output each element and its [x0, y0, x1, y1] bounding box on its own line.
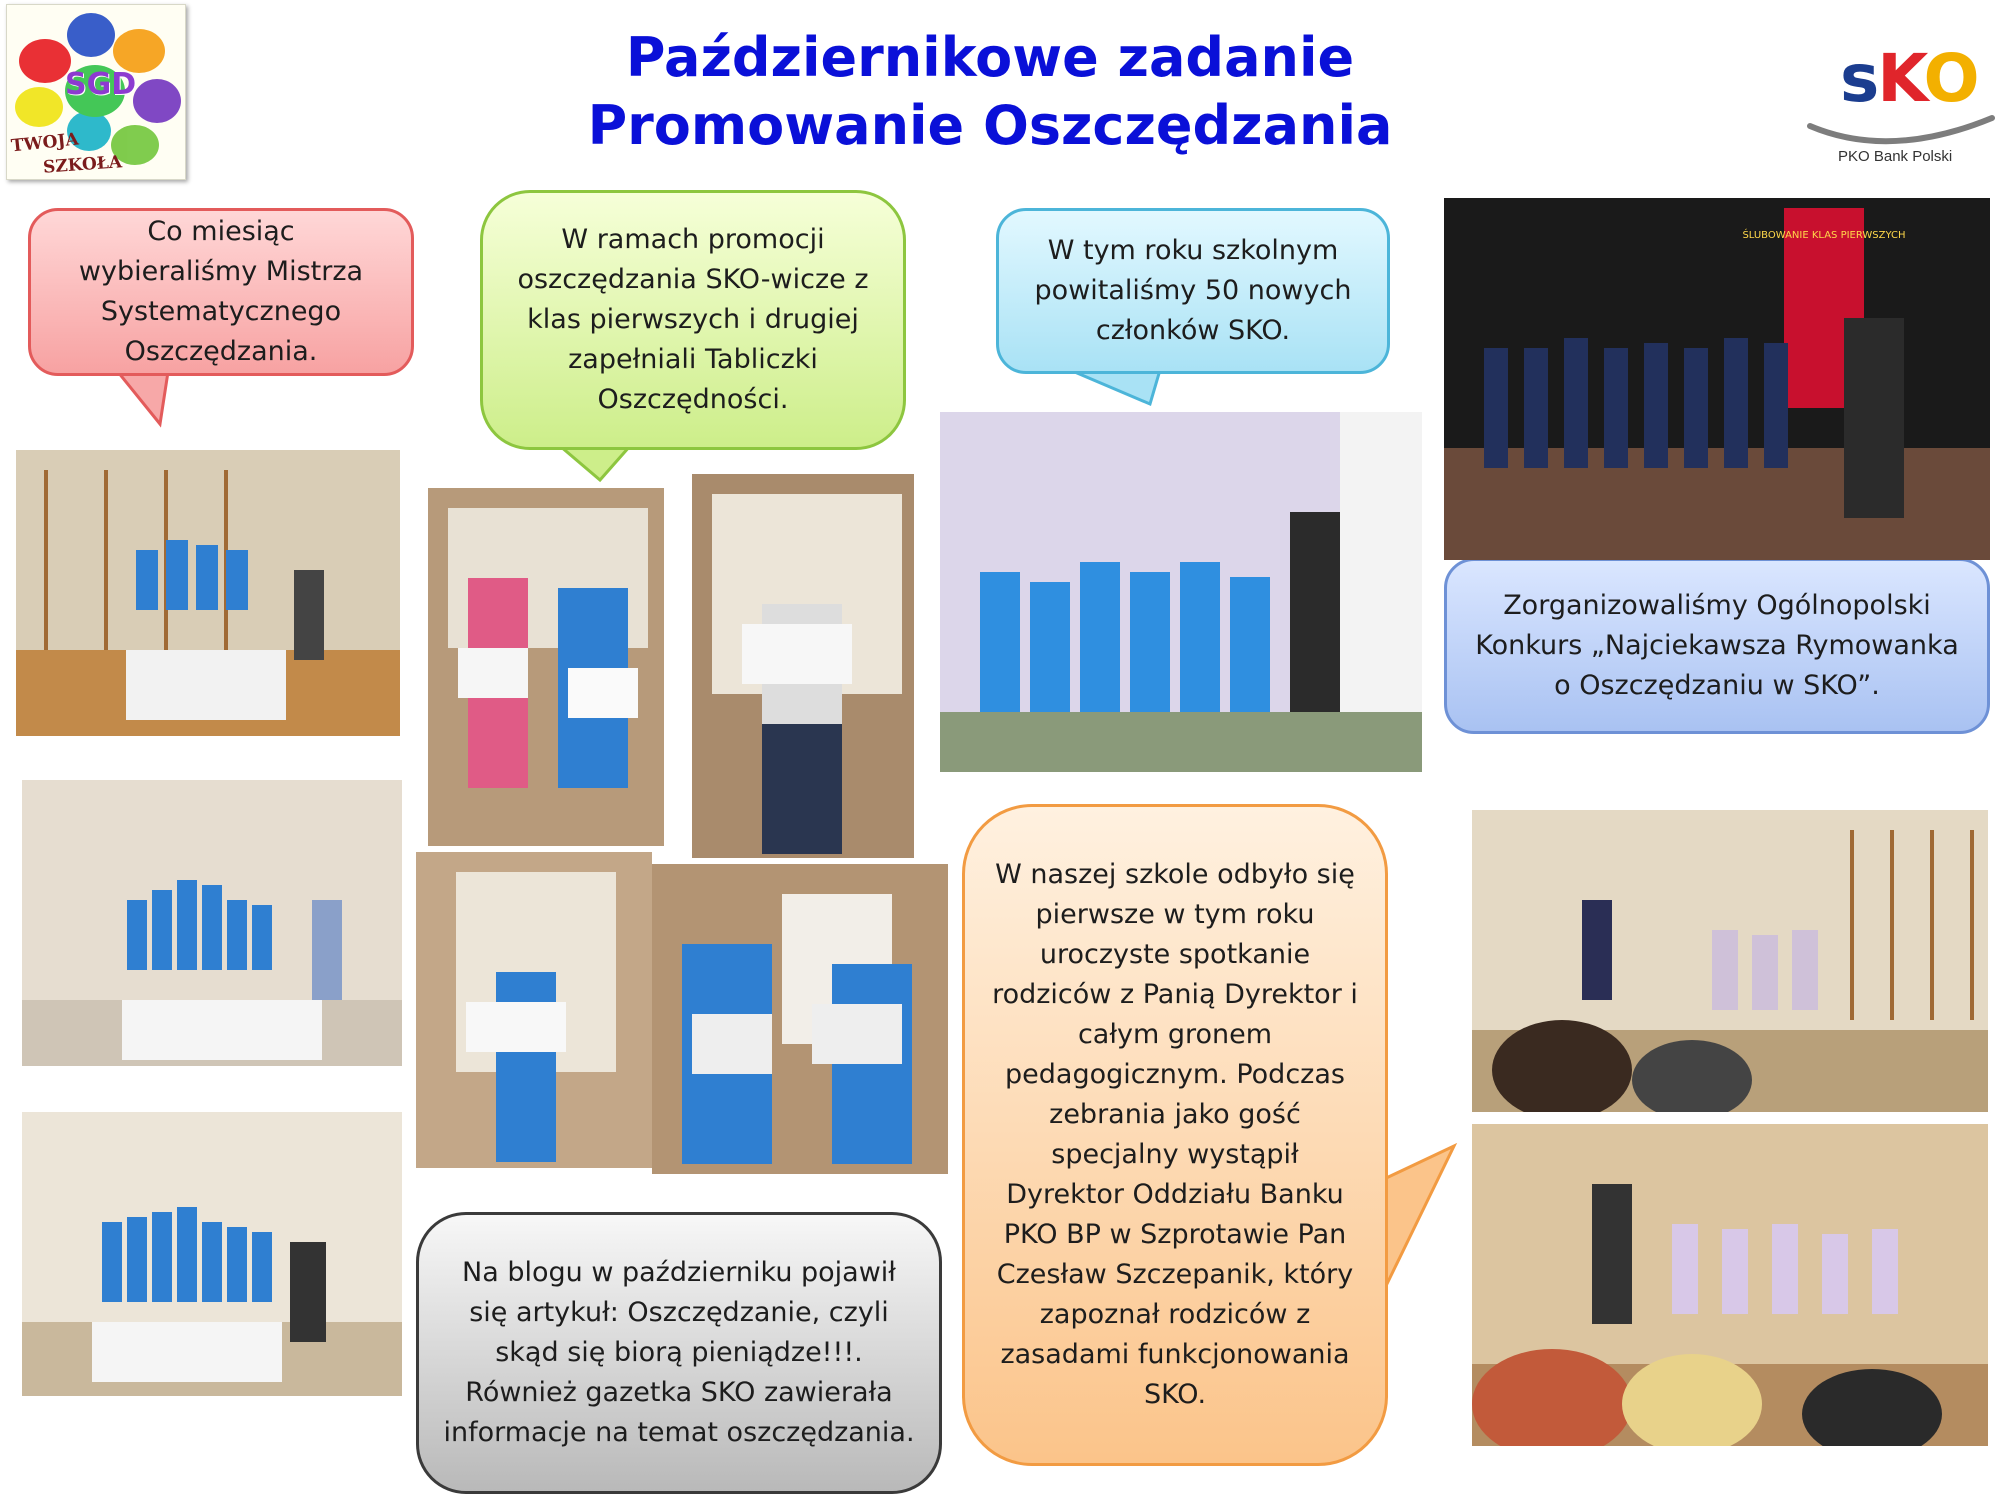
- podium-photo-1: [16, 450, 400, 736]
- blog-artykul-bubble: Na blogu w październiku pojawił się artykuł: Oszczędzanie, czyli skąd się biorą pieniądze!!!. Również gazetka SKO zawierała informacje na temat oszczędzania.: [416, 1212, 942, 1494]
- sgd-logo-text: SGD: [65, 67, 137, 102]
- sko-letter-s: s: [1840, 40, 1878, 117]
- sgd-twoja-szkola-logo: [6, 4, 186, 180]
- red-bubble-tail: [118, 372, 168, 424]
- nowi-czlonkowie-bubble: W tym roku szkolnym powitaliśmy 50 nowych członków SKO.: [996, 208, 1390, 374]
- sko-letter-k: K: [1877, 40, 1924, 117]
- spotkanie-photo-1: [1472, 810, 1988, 1112]
- blue-bubble-tail: [1070, 370, 1160, 404]
- pko-bank-text: PKO Bank Polski: [1838, 148, 1953, 165]
- nowi-czlonkowie-photo: [940, 412, 1422, 772]
- konkurs-rymowanka-bubble: Zorganizowaliśmy Ogólnopolski Konkurs „Najciekawsza Rymowanka o Oszczędzaniu w SKO”.: [1444, 558, 1990, 734]
- title-line-2: Promowanie Oszczędzania: [587, 94, 1393, 157]
- slubowanie-stage-photo: [1444, 198, 1990, 560]
- sko-letter-o: O: [1923, 40, 1978, 117]
- podium-photo-2: [22, 780, 402, 1066]
- tabliczki-photo-3: [416, 852, 652, 1168]
- tabliczki-photo-4: [652, 864, 948, 1174]
- orange-bubble-tail: [1382, 1146, 1454, 1290]
- podium-photo-3: [22, 1112, 402, 1396]
- sko-pko-logo: [1800, 40, 2000, 170]
- green-bubble-tail: [560, 446, 630, 480]
- tabliczki-photo-1: [428, 488, 664, 846]
- sko-swoosh-icon: [1800, 112, 2000, 152]
- tabliczki-oszczednosci-bubble: W ramach promocji oszczędzania SKO-wicze z klas pierwszych i drugiej zapełniali Tabliczki Oszczędności.: [480, 190, 906, 450]
- sko-wordmark: [1840, 40, 1978, 117]
- sgd-logo-szkola: SZKOŁA: [42, 152, 123, 178]
- spotkanie-rodzicow-bubble: W naszej szkole odbyło się pierwsze w tym roku uroczyste spotkanie rodziców z Panią Dyrektor i całym gronem pedagogicznym. Podczas zebrania jako gość specjalny wystąpił Dyrektor Oddziału Banku PKO BP w Szprotawie Pan Czesław Szczepanik, który zapoznał rodziców z zasadami funkcjonowania SKO.: [962, 804, 1388, 1466]
- stage-banner-text: ŚLUBOWANIE KLAS PIERWSZYCH: [1742, 230, 1906, 241]
- title-line-1: Październikowe zadanie: [625, 26, 1355, 89]
- spotkanie-photo-2: [1472, 1124, 1988, 1446]
- tabliczki-photo-2: [692, 474, 914, 858]
- sgd-logo-twoja: TWOJA: [10, 129, 80, 157]
- mistrz-oszczedzania-bubble: Co miesiąc wybieraliśmy Mistrza Systematycznego Oszczędzania.: [28, 208, 414, 376]
- page-title: [560, 24, 1420, 160]
